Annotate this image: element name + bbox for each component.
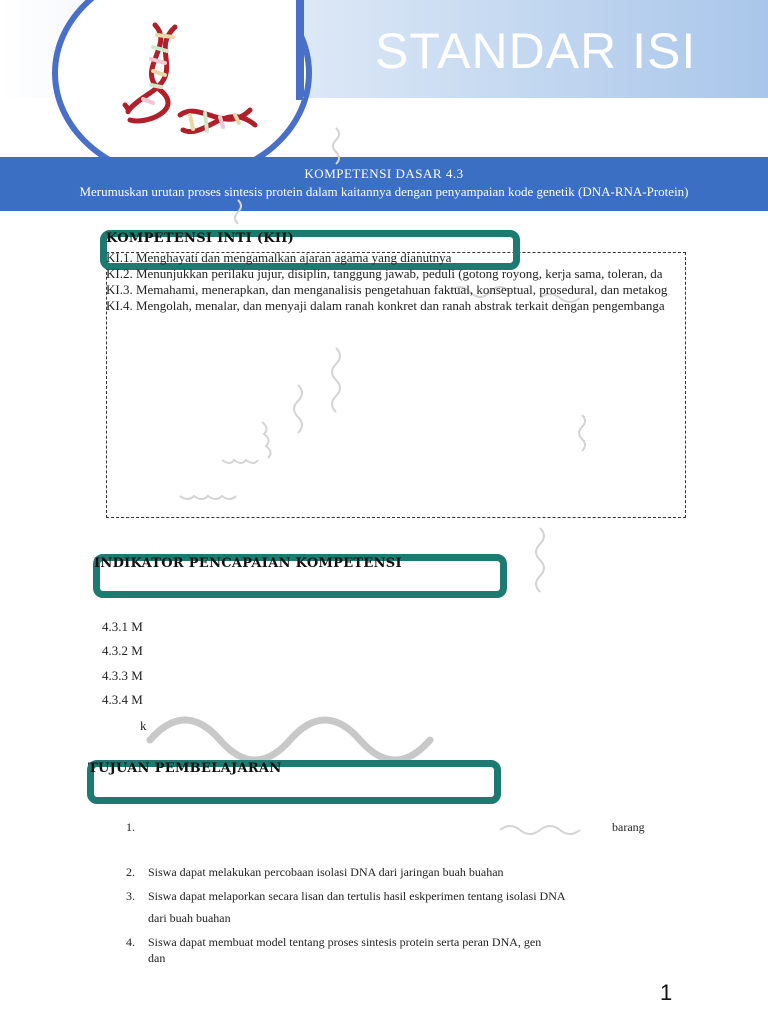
- list-item-continuation: dari buah buahan: [148, 911, 231, 925]
- list-item: KI.1. Menghayati dan mengamalkan ajaran agama yang dianutnya: [106, 250, 452, 265]
- page-number: 1: [660, 980, 673, 1005]
- indikator-continuation: k: [140, 718, 147, 733]
- list-item-tail: barang: [612, 820, 645, 834]
- list-item: 4. Siswa dapat membuat model tentang proses sintesis protein serta peran DNA, gen: [126, 932, 646, 952]
- tujuan-heading: TUJUAN PEMBELAJARAN: [88, 761, 282, 776]
- list-item: 2. Siswa dapat melakukan percobaan isolasi DNA dari jaringan buah buahan: [126, 862, 646, 882]
- list-item: 4.3.4 M: [102, 692, 143, 707]
- list-item-continuation: dan: [148, 951, 166, 965]
- kompetensi-inti-heading: KOMPETENSI INTI (KII): [106, 231, 295, 246]
- list-number: 2.: [126, 865, 135, 879]
- list-item: KI.2. Menunjukkan perilaku jujur, disiplin, tanggung jawab, peduli (gotong royong, kerja sama, toleran, da: [106, 266, 663, 281]
- kompetensi-dasar-heading: KOMPETENSI DASAR 4.3: [304, 166, 464, 181]
- list-number: 1.: [126, 820, 135, 834]
- list-item: KI.3. Memahami, menerapkan, dan menganalisis pengetahuan faktual, konseptual, prosedural, dan metakog: [106, 282, 668, 297]
- indikator-heading: INDIKATOR PENCAPAIAN KOMPETENSI: [94, 556, 402, 571]
- kompetensi-dasar-text: Merumuskan urutan proses sintesis protein dalam kaitannya dengan penyampaian kode genetik (DNA-RNA-Protein): [79, 184, 689, 199]
- list-item: 4.3.3 M: [102, 668, 143, 683]
- list-item: KI.4. Mengolah, menalar, dan menyaji dalam ranah konkret dan ranah abstrak terkait dengan pengembanga: [106, 298, 665, 313]
- kompetensi-inti-list: [106, 250, 768, 314]
- list-item: 4.3.1 M: [102, 619, 143, 634]
- list-number: 3.: [126, 889, 135, 903]
- page-title: STANDAR ISI: [375, 23, 697, 79]
- list-item: 3. Siswa dapat melaporkan secara lisan dan tertulis hasil eskperimen tentang isolasi DNA: [126, 886, 646, 906]
- list-item: 4.3.2 M: [102, 643, 143, 658]
- list-number: 4.: [126, 935, 135, 949]
- list-item: [126, 817, 646, 837]
